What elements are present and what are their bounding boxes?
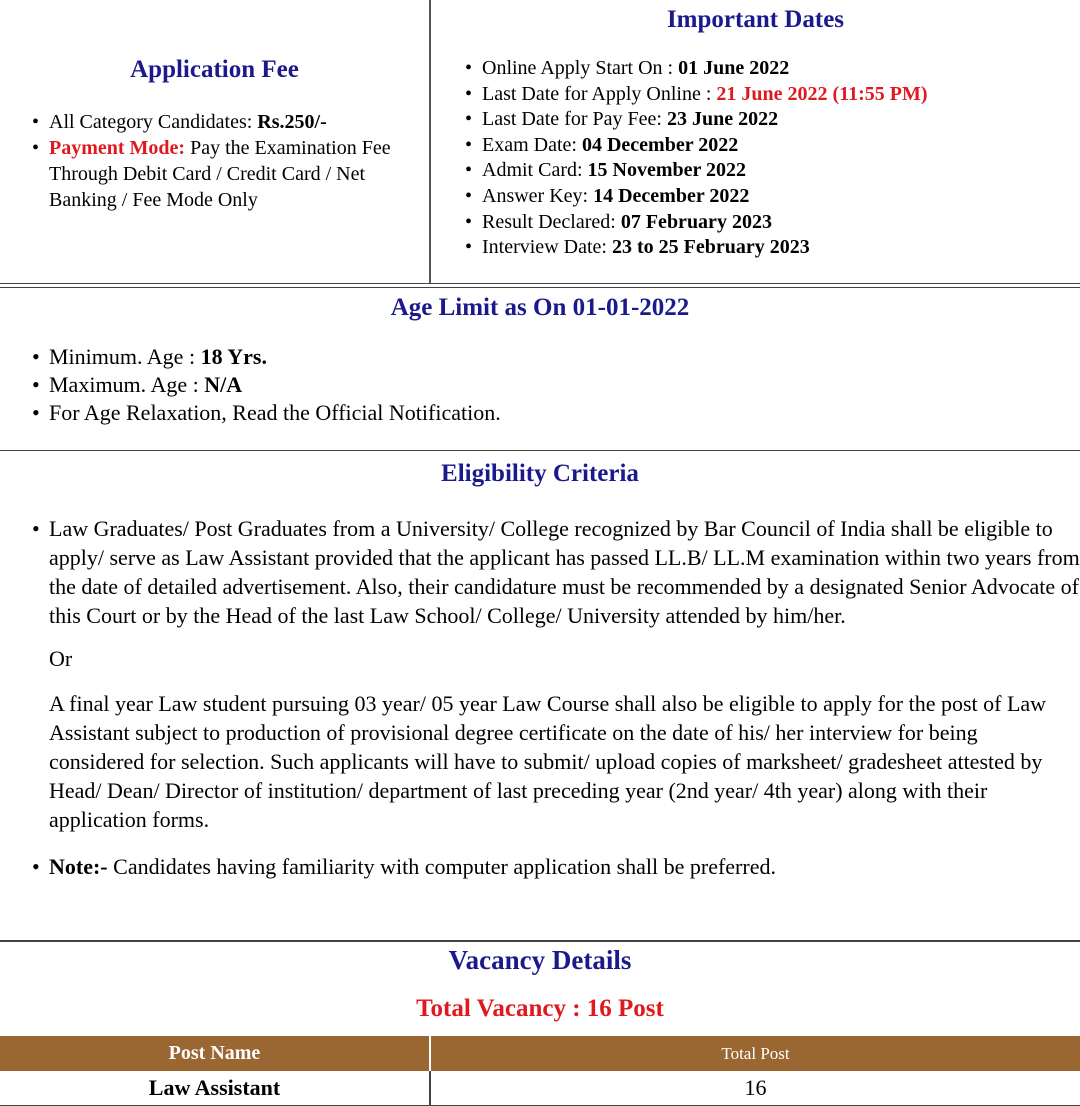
eligibility-para-2: A final year Law student pursuing 03 year/ 05 year Law Course shall also be eligible to apply for the post of Law Assistant subject to production of provisional degree certificate on the date of his/ her interview for being considered for selection. Such applicants will have to submit/ upload copies of marksheet/ gradesheet attested by Head/ Dean/ Director of institution/ department of last preceding year (2nd year/ 4th year) along with their application forms.	[49, 691, 1047, 832]
table-header-post-name: Post Name	[0, 1036, 430, 1071]
date-item: • Admit Card: 15 November 2022	[482, 158, 1072, 184]
date-item: • Online Apply Start On : 01 June 2022	[482, 56, 1072, 82]
vacancy-total: Total Vacancy : 16 Post	[416, 995, 664, 1022]
date-item: • Exam Date: 04 December 2022	[482, 133, 1072, 159]
age-item: • Maximum. Age : N/A	[49, 371, 1069, 399]
eligibility-item	[49, 514, 1080, 834]
table-header-row	[0, 1036, 1080, 1071]
cell-post-name: Law Assistant	[0, 1071, 430, 1105]
divider	[0, 940, 1080, 942]
top-divider-vertical	[429, 0, 431, 283]
date-item: • Last Date for Pay Fee: 23 June 2022	[482, 107, 1072, 133]
fee-title: Application Fee	[130, 56, 299, 83]
vacancy-title: Vacancy Details	[448, 945, 632, 975]
cell-total-post: 16	[430, 1071, 1080, 1105]
eligibility-title: Eligibility Criteria	[441, 460, 639, 487]
eligibility-list	[49, 514, 1080, 881]
vacancy-table	[0, 1036, 1080, 1106]
fee-list	[49, 109, 421, 213]
date-item: • Interview Date: 23 to 25 February 2023	[482, 235, 1072, 261]
divider	[0, 450, 1080, 451]
eligibility-para-1: • Law Graduates/ Post Graduates from a University/ College recognized by Bar Council of India shall be eligible to apply/ serve as Law Assistant provided that the applicant has passed LL.B/ LL.M examination within two years from the date of detailed advertisement. Also, their candidature must be recommended by a designated Senior Advocate of this Court or by the Head of the last Law School/ College/ University attended by him/her.	[49, 516, 1080, 628]
dates-title: Important Dates	[666, 6, 845, 33]
eligibility-or: Or	[49, 646, 73, 671]
table-row	[0, 1071, 1080, 1105]
table-header-total-post: Total Post	[721, 1043, 790, 1063]
age-item: • Minimum. Age : 18 Yrs.	[49, 343, 1069, 371]
age-item: • For Age Relaxation, Read the Official Notification.	[49, 399, 1069, 427]
date-item: • Answer Key: 14 December 2022	[482, 184, 1072, 210]
date-item: • Last Date for Apply Online : 21 June 2022 (11:55 PM)	[482, 82, 1072, 108]
dates-list	[482, 56, 1072, 261]
fee-item: • All Category Candidates: Rs.250/-	[49, 109, 421, 135]
eligibility-body	[49, 514, 1080, 881]
divider	[0, 283, 1080, 288]
age-title: Age Limit as On 01-01-2022	[390, 294, 690, 321]
age-list	[49, 343, 1069, 427]
eligibility-note: • Note:- Candidates having familiarity with computer application shall be preferred.	[49, 852, 1080, 881]
fee-item: • Payment Mode: Pay the Examination Fee Through Debit Card / Credit Card / Net Banking / Fee Mode Only	[49, 135, 421, 213]
date-item: • Result Declared: 07 February 2023	[482, 210, 1072, 236]
